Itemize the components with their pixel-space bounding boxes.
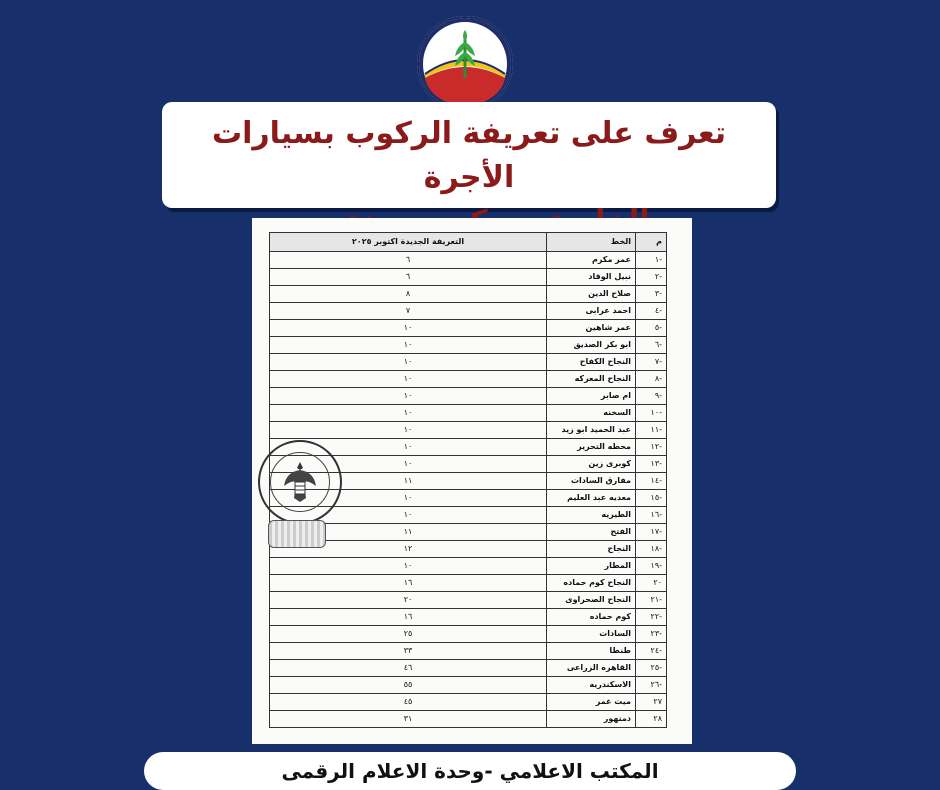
table-row	[270, 592, 667, 609]
row-number: -١٨	[636, 541, 667, 558]
row-number: -١٥	[636, 490, 667, 507]
table-row	[270, 303, 667, 320]
tariff-document	[252, 218, 692, 744]
table-row	[270, 694, 667, 711]
row-line-name: نبيل الوقاد	[547, 269, 636, 286]
row-number: ٢٨	[636, 711, 667, 728]
table-row	[270, 388, 667, 405]
row-fare: ٣٣	[270, 643, 547, 660]
table-row	[270, 660, 667, 677]
row-number: -٢٢	[636, 609, 667, 626]
row-fare: ١٠	[270, 439, 547, 456]
row-fare: ٥٥	[270, 677, 547, 694]
row-line-name: الفتح	[547, 524, 636, 541]
row-number: -٢٤	[636, 643, 667, 660]
row-number: -١٠	[636, 405, 667, 422]
row-number: -١١	[636, 422, 667, 439]
row-fare: ١٠	[270, 558, 547, 575]
row-number: -٢١	[636, 592, 667, 609]
table-row	[270, 286, 667, 303]
table-row	[270, 524, 667, 541]
row-fare: ١٢	[270, 541, 547, 558]
table-row	[270, 558, 667, 575]
row-fare: ١٠	[270, 337, 547, 354]
row-fare: ١٠	[270, 388, 547, 405]
row-number: -١	[636, 252, 667, 269]
row-fare: ٣١	[270, 711, 547, 728]
table-row	[270, 422, 667, 439]
row-line-name: كوم حماده	[547, 609, 636, 626]
row-line-name: كوبرى زين	[547, 456, 636, 473]
row-fare: ١٠	[270, 405, 547, 422]
row-line-name: ميت غمر	[547, 694, 636, 711]
row-number: -٨	[636, 371, 667, 388]
secondary-stamp	[268, 520, 326, 548]
row-line-name: احمد عرابى	[547, 303, 636, 320]
row-fare: ٦	[270, 252, 547, 269]
table-row	[270, 405, 667, 422]
row-number: -٢	[636, 269, 667, 286]
row-line-name: النجاح المعركه	[547, 371, 636, 388]
row-fare: ١٦	[270, 575, 547, 592]
row-line-name: ام صابر	[547, 388, 636, 405]
row-line-name: القاهره الزراعى	[547, 660, 636, 677]
column-header-number: م	[636, 233, 667, 252]
row-line-name: عمر شاهين	[547, 320, 636, 337]
row-fare: ١١	[270, 473, 547, 490]
row-number: -١٢	[636, 439, 667, 456]
row-number: -٢٥	[636, 660, 667, 677]
row-line-name: النجاح الكفاح	[547, 354, 636, 371]
page-title-line1: تعرف على تعريفة الركوب بسيارات الأجرة	[211, 116, 727, 195]
row-fare: ١٠	[270, 490, 547, 507]
row-line-name: ابو بكر الصديق	[547, 337, 636, 354]
row-number: ٢٧	[636, 694, 667, 711]
row-fare: ٨	[270, 286, 547, 303]
row-line-name: مفارق السادات	[547, 473, 636, 490]
table-row	[270, 337, 667, 354]
row-fare: ١٠	[270, 507, 547, 524]
table-row	[270, 575, 667, 592]
table-row	[270, 643, 667, 660]
footer-credit: المكتب الاعلامي -وحدة الاعلام الرقمى	[281, 759, 659, 783]
row-line-name: صلاح الدين	[547, 286, 636, 303]
table-row	[270, 677, 667, 694]
row-fare: ٧	[270, 303, 547, 320]
row-number: -٤	[636, 303, 667, 320]
title-banner	[162, 102, 776, 208]
row-line-name: عبد الحميد ابو زيد	[547, 422, 636, 439]
row-line-name: النجاح الصحراوى	[547, 592, 636, 609]
row-line-name: معديه عبد العليم	[547, 490, 636, 507]
row-number: -٧	[636, 354, 667, 371]
row-fare: ٢٠	[270, 592, 547, 609]
row-line-name: الاسكندريه	[547, 677, 636, 694]
table-row	[270, 252, 667, 269]
row-fare: ١٦	[270, 609, 547, 626]
table-row	[270, 320, 667, 337]
row-fare: ٤٦	[270, 660, 547, 677]
table-row	[270, 354, 667, 371]
row-number: -١٤	[636, 473, 667, 490]
row-line-name: السادات	[547, 626, 636, 643]
row-fare: ٦	[270, 269, 547, 286]
row-fare: ١٠	[270, 354, 547, 371]
table-header-row	[270, 233, 667, 252]
row-number: -٢٣	[636, 626, 667, 643]
official-seal	[258, 440, 342, 524]
row-line-name: النجاح كوم حماده	[547, 575, 636, 592]
row-fare: ١٠	[270, 371, 547, 388]
table-row	[270, 371, 667, 388]
row-line-name: السخنه	[547, 405, 636, 422]
row-fare: ٢٥	[270, 626, 547, 643]
row-number: ٢٠	[636, 575, 667, 592]
row-number: -١٦	[636, 507, 667, 524]
row-line-name: دمنهور	[547, 711, 636, 728]
governorate-logo	[417, 16, 513, 112]
row-fare: ١٠	[270, 456, 547, 473]
table-row	[270, 541, 667, 558]
row-line-name: محطه التحرير	[547, 439, 636, 456]
row-fare: ٤٥	[270, 694, 547, 711]
column-header-line: الخط	[547, 233, 636, 252]
row-number: -٩	[636, 388, 667, 405]
row-line-name: عمر مكرم	[547, 252, 636, 269]
eagle-emblem-icon	[282, 460, 318, 504]
column-header-fare: التعريفة الجديدة اكتوبر ٢٠٢٥	[270, 233, 547, 252]
row-line-name: النجاح	[547, 541, 636, 558]
row-number: -٥	[636, 320, 667, 337]
row-fare: ١٠	[270, 320, 547, 337]
table-row	[270, 609, 667, 626]
row-number: -٢٦	[636, 677, 667, 694]
row-number: -١٣	[636, 456, 667, 473]
footer-banner	[144, 752, 796, 790]
logo-emblem-icon	[417, 16, 513, 112]
row-number: -١٧	[636, 524, 667, 541]
row-fare: ١١	[270, 524, 547, 541]
table-row	[270, 711, 667, 728]
row-number: -٣	[636, 286, 667, 303]
row-number: -٦	[636, 337, 667, 354]
row-fare: ١٠	[270, 422, 547, 439]
table-row	[270, 626, 667, 643]
row-line-name: الطيريه	[547, 507, 636, 524]
row-number: -١٩	[636, 558, 667, 575]
table-row	[270, 269, 667, 286]
row-line-name: طنطا	[547, 643, 636, 660]
row-line-name: المطار	[547, 558, 636, 575]
